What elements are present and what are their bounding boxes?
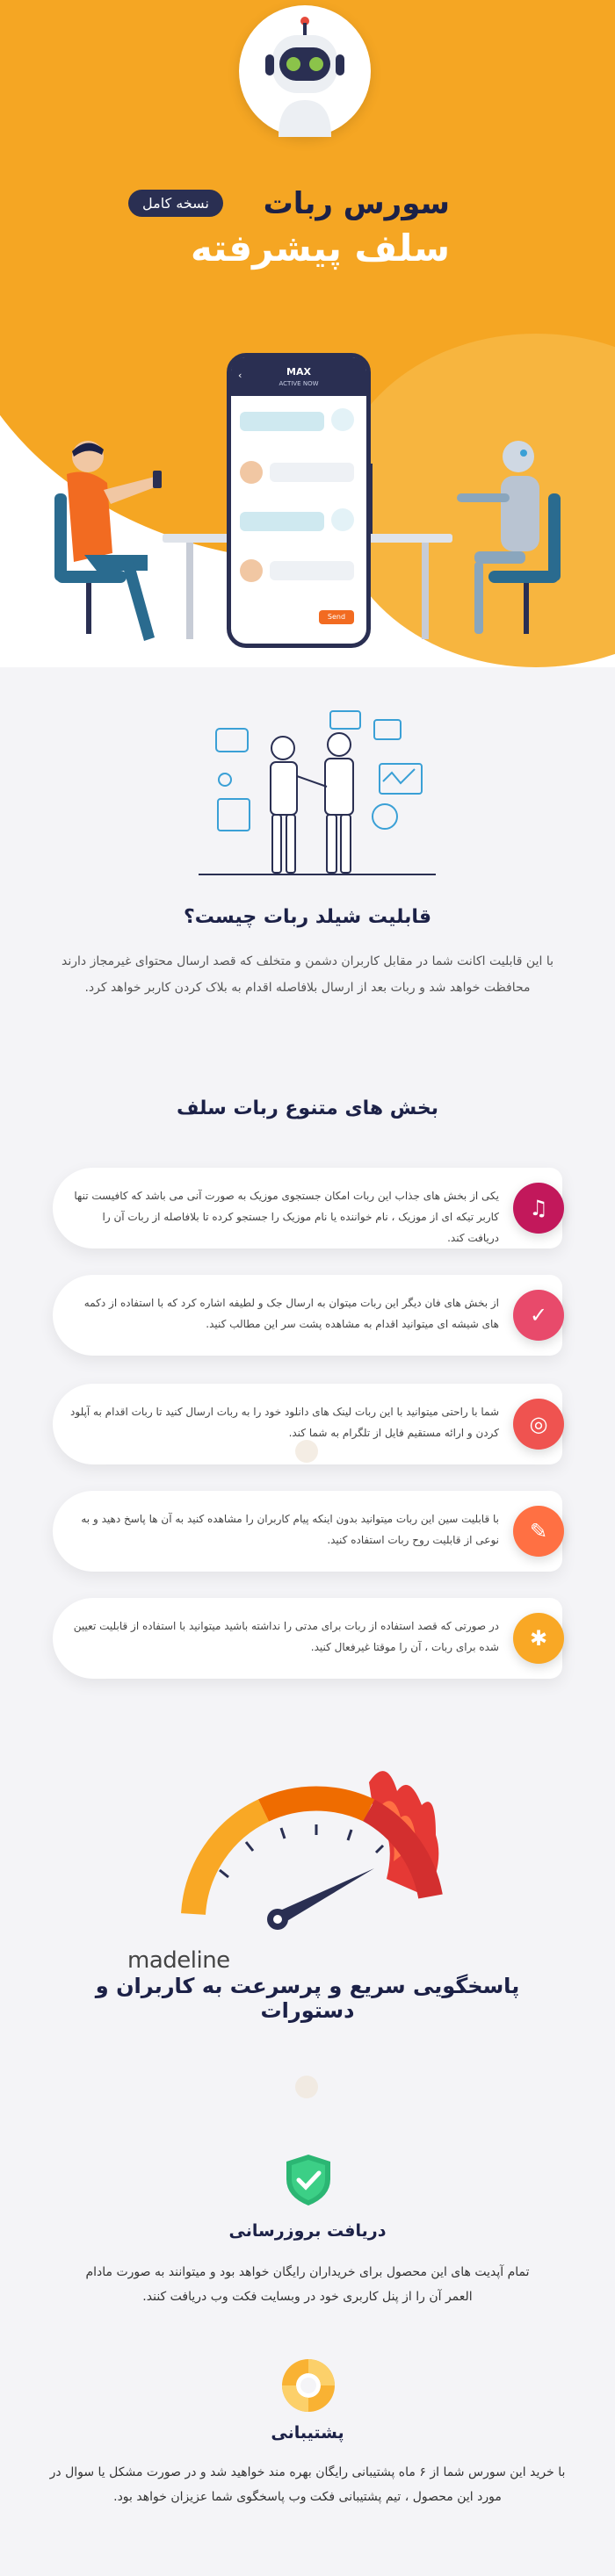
madeline-brand: madeline <box>127 1947 230 1974</box>
back-arrow-icon: ‹ <box>238 370 242 381</box>
features-title: بخش های متنوع ربات سلف <box>176 1097 439 1119</box>
full-version-badge: نسخه کامل <box>128 190 223 217</box>
shield-check-icon <box>281 2153 336 2207</box>
robot-handshake-illustration <box>199 702 436 887</box>
support-title: پشتیبانی <box>271 2423 344 2443</box>
speed-title: پاسخگویی سریع و پرسرعت به کاربران و دستورات <box>95 1974 520 2023</box>
robot-avatar <box>239 5 371 137</box>
feature-text: از بخش های فان دیگر این ربات میتوان به ارسال جک و لطیفه اشاره کرد که با استفاده از دکمه های شیشه ای میتوانید اقدام به مشاهده پشت سر این مطالب کنید. <box>83 1297 499 1330</box>
chat-bubble-bot <box>240 412 324 431</box>
feature-text: شما با راحتی میتوانید با این ربات لینک های دانلود خود را به ربات ارسال کنید تا ربات اقدام به آپلود کردن و ارائه مستقیم فایل از تلگرام به شما کند. <box>70 1406 499 1439</box>
send-button[interactable]: Send <box>319 610 354 624</box>
bot-avatar-icon <box>331 408 354 431</box>
user-avatar-icon <box>240 559 263 582</box>
shield-description: با این قابلیت اکانت شما در مقابل کاربران دشمن و متخلف که قصد ارسال محتوای غیرمجاز دارند محافظت خواهد شد و ربات بعد از ارسال بلافاصله اقدام به بلاک کردن کاربر خواهد کرد. <box>62 954 554 995</box>
speedometer-icon <box>167 1765 457 1940</box>
chat-bubble-user <box>270 463 354 482</box>
feature-card <box>53 1598 562 1679</box>
feature-text: در صورتی که قصد استفاده از ربات برای مدتی را نداشته باشید میتوانید با استفاده از قابلیت تعیین شده برای ربات ، آن را موقتا غیرفعال کنید. <box>73 1620 499 1653</box>
bot-avatar-icon <box>331 508 354 531</box>
feature-card <box>53 1491 562 1572</box>
chat-contact-status: ACTIVE NOW <box>279 380 319 387</box>
target-icon: ◎ <box>513 1399 564 1450</box>
chat-contact-name: MAX <box>286 366 311 378</box>
hero-title: سورس ربات <box>263 186 450 221</box>
pen-icon: ✎ <box>513 1506 564 1557</box>
phone-mockup <box>227 353 371 648</box>
shield-check-icon: ✓ <box>513 1290 564 1341</box>
watermark-logo-icon <box>295 1440 318 1463</box>
feature-card <box>53 1275 562 1356</box>
music-icon: ♫ <box>513 1183 564 1234</box>
update-title: دریافت بروزرسانی <box>228 2221 387 2241</box>
user-avatar-icon <box>240 461 263 484</box>
feature-text: یکی از بخش های جذاب این ربات امکان جستجوی موزیک به صورت آنی می باشد که کافیست تنها کاربر تیکه ای از موزیک ، نام خواننده یا نام موزیک را جستجو کرده تا بلافاصله از ربات آن را دریافت کند. <box>74 1190 499 1244</box>
shield-question-title: قابلیت شیلد ربات چیست؟ <box>183 906 432 928</box>
chat-bubble-bot <box>240 512 324 531</box>
feature-text: با قابلیت سین این ربات میتوانید بدون اینکه پیام کاربران را مشاهده کنید به آن ها پاسخ دهید و به نوعی از قابلیت روح ربات استفاده کنید. <box>81 1513 499 1546</box>
hero-subtitle: سلف پیشرفته <box>191 227 450 270</box>
robot-icon <box>239 5 371 137</box>
hero-section <box>0 0 615 667</box>
chat-bubble-user <box>270 561 354 580</box>
bug-icon: ✱ <box>513 1613 564 1664</box>
watermark-logo-icon <box>295 2076 318 2098</box>
lifebuoy-icon <box>279 2357 337 2414</box>
update-description: تمام آپدیت های این محصول برای خریداران رایگان خواهد بود و میتوانند به صورت مادام العمر آن را از پنل کاربری خود در وبسایت فکت وب دریافت کنند. <box>85 2265 530 2304</box>
feature-card <box>53 1168 562 1248</box>
support-description: با خرید این سورس شما از ۶ ماه پشتیبانی رایگان بهره مند خواهید شد و در صورت مشکل یا سوال در مورد این محصول ، تیم پشتیبانی فکت وب پاسخگوی شما عزیزان خواهد بود. <box>49 2465 566 2504</box>
